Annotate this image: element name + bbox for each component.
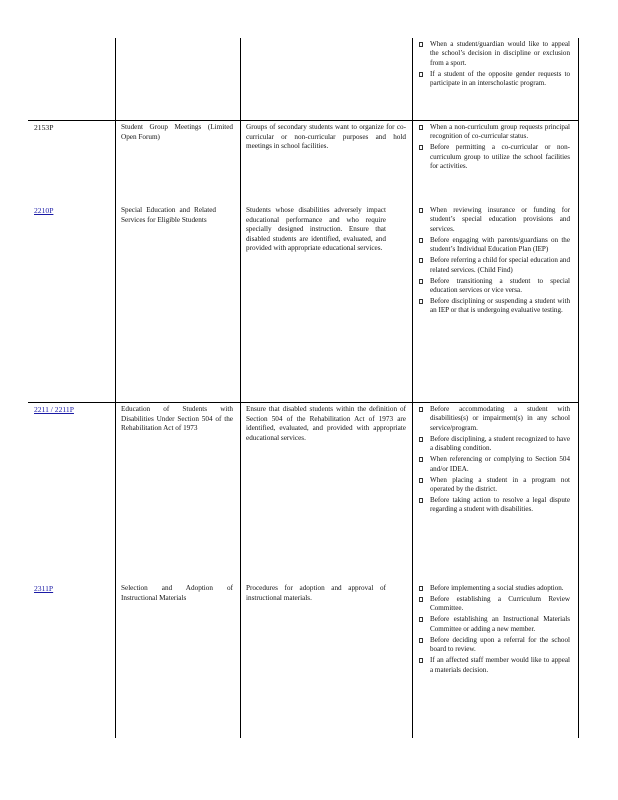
policy-purpose-cell — [246, 206, 386, 254]
trigger-item: When reviewing insurance or funding for student’s special education provisions and services. — [418, 206, 570, 234]
checkbox-icon — [419, 586, 423, 591]
policy-title-cell — [121, 405, 233, 434]
checkbox-icon — [419, 407, 423, 412]
checkbox-icon — [419, 238, 423, 243]
policy-title: Student Group Meetings (Limited Open Forum) — [121, 123, 233, 141]
trigger-item: Before deciding upon a referral for the school board to review. — [418, 636, 570, 655]
trigger-item: Before implementing a social studies adoption. — [418, 584, 570, 593]
trigger-item: Before accommodating a student with disabilities(s) or impairment(s) in any school service/program. — [418, 405, 570, 433]
trigger-item: If a student of the opposite gender requests to participate in an interscholastic program. — [418, 70, 570, 89]
trigger-item: Before disciplining, a student recognized to have a disabling condition. — [418, 435, 570, 454]
checkbox-icon — [419, 125, 423, 130]
policy-title: Education of Students with Disabilities Under Section 504 of the Rehabilitation Act of 1973 — [121, 405, 233, 433]
row-separator-2 — [28, 402, 579, 403]
checkbox-icon — [419, 638, 423, 643]
trigger-item: Before disciplining or suspending a student with an IEP or that is undergoing evaluative testing. — [418, 297, 570, 316]
checkbox-icon — [419, 299, 423, 304]
trigger-item: When a non-curriculum group requests principal recognition of co-curricular status. — [418, 123, 570, 142]
trigger-item: Before taking action to resolve a legal dispute regarding a student with disabilities. — [418, 496, 570, 515]
trigger-item: Before referring a child for special education and related services. (Child Find) — [418, 256, 570, 275]
policy-code-cell — [34, 405, 112, 415]
trigger-item: Before permitting a co-curricular or non-curriculum group to utilize the school facilities for activities. — [418, 143, 570, 171]
checkbox-icon — [419, 478, 423, 483]
checkbox-icon — [419, 145, 423, 150]
policy-purpose-cell — [246, 123, 406, 152]
policy-title-cell — [121, 206, 216, 225]
row-separator-1 — [28, 120, 579, 121]
policy-code-cell — [34, 123, 112, 133]
triggers-cell — [418, 584, 570, 677]
policy-title: Selection and Adoption of Instructional Materials — [121, 584, 233, 602]
trigger-item: Before transitioning a student to special education services or vice versa. — [418, 277, 570, 296]
trigger-item: If an affected staff member would like to appeal a materials decision. — [418, 656, 570, 675]
triggers-cell-continuation — [418, 40, 570, 90]
policy-code-link[interactable]: 2211 / 2211P — [34, 405, 74, 414]
checkbox-icon — [419, 279, 423, 284]
checkbox-icon — [419, 658, 423, 663]
policy-purpose-cell — [246, 584, 386, 603]
policy-purpose: Procedures for adoption and approval of instructional materials. — [246, 584, 386, 602]
policy-code: 2153P — [34, 123, 54, 132]
trigger-item: Before establishing an Instructional Materials Committee or adding a new member. — [418, 615, 570, 634]
policy-title-cell — [121, 123, 233, 142]
policy-code-cell — [34, 206, 112, 216]
checkbox-icon — [419, 457, 423, 462]
trigger-item: Before establishing a Curriculum Review Committee. — [418, 595, 570, 614]
policy-purpose: Groups of secondary students want to organize for co-curricular or non-curricular purposes and hold meetings in school facilities. — [246, 123, 406, 151]
checkbox-icon — [419, 617, 423, 622]
table-border-col2 — [240, 38, 241, 738]
trigger-item: When referencing or complying to Section 504 and/or IDEA. — [418, 455, 570, 474]
checkbox-icon — [419, 42, 423, 47]
policy-title: Special Education and Related Services for Eligible Students — [121, 206, 216, 224]
trigger-item: When a student/guardian would like to appeal the school’s decision in discipline or exclusion from a sport. — [418, 40, 570, 68]
checkbox-icon — [419, 437, 423, 442]
triggers-cell — [418, 206, 570, 317]
checkbox-icon — [419, 258, 423, 263]
policy-purpose-cell — [246, 405, 406, 443]
checkbox-icon — [419, 498, 423, 503]
table-border-col3 — [412, 38, 413, 738]
triggers-cell — [418, 123, 570, 173]
table-border-left — [115, 38, 116, 738]
table-border-right — [578, 38, 579, 738]
triggers-cell — [418, 405, 570, 516]
policy-title-cell — [121, 584, 233, 603]
checkbox-icon — [419, 597, 423, 602]
trigger-item: When placing a student in a program not operated by the district. — [418, 476, 570, 495]
checkbox-icon — [419, 72, 423, 77]
policy-purpose: Students whose disabilities adversely impact educational performance and who require specially designed instruction. Ensure that disabled students are identified, evaluated, and provided with appropriate educational services. — [246, 206, 386, 253]
trigger-item: Before engaging with parents/guardians on the student’s Individual Education Plan (IEP) — [418, 236, 570, 255]
policy-code-link[interactable]: 2311P — [34, 584, 54, 593]
policy-code-link[interactable]: 2210P — [34, 206, 54, 215]
policy-purpose: Ensure that disabled students within the definition of Section 504 of the Rehabilitation Act of 1973 are identified, evaluated, and provided with appropriate educational services. — [246, 405, 406, 442]
checkbox-icon — [419, 208, 423, 213]
policy-code-cell — [34, 584, 112, 594]
